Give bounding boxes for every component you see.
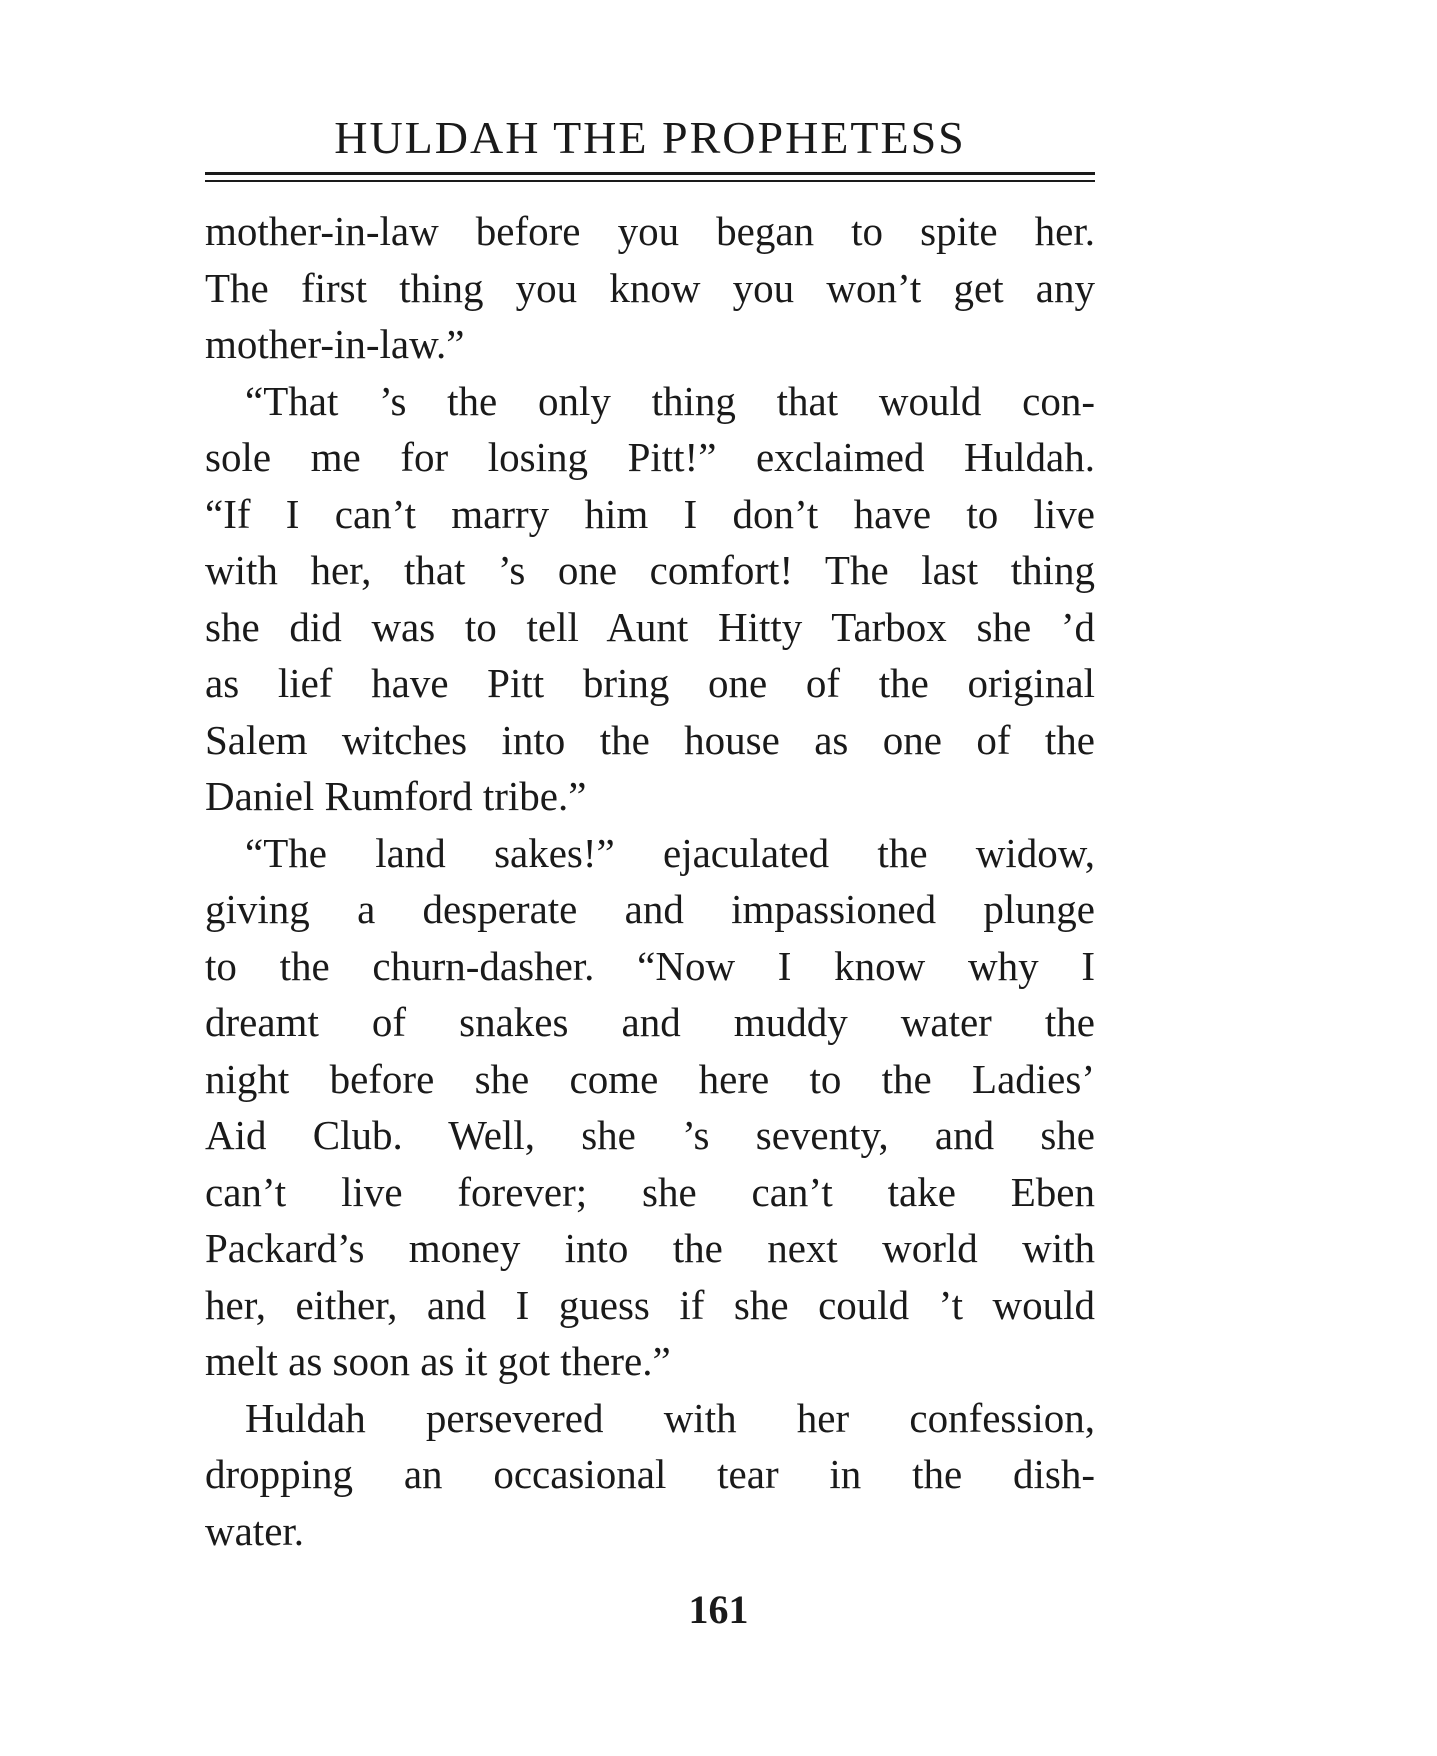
text-line: melt as soon as it got there.” [205, 1338, 671, 1384]
page-number: 161 [688, 1587, 749, 1632]
text-line: “That ’s the only thing that would con- [245, 377, 1095, 424]
text-line: giving a desperate and impassioned plunge [205, 886, 1095, 932]
text-line: she did was to tell Aunt Hitty Tarbox she ’d [205, 603, 1095, 650]
text-line: dropping an occasional tear in the dish- [205, 1451, 1095, 1497]
text-line: mother-in-law before you began to spite her. [205, 208, 1095, 254]
text-line: “If I can’t marry him I don’t have to live [205, 490, 1095, 537]
text-line: water. [205, 1507, 305, 1554]
text-line: The first thing you know you won’t get any [205, 264, 1095, 311]
text-line: mother-in-law.” [205, 321, 465, 367]
header-rule-thick [205, 172, 1095, 175]
text-line: her, either, and I guess if she could ’t would [205, 1281, 1095, 1328]
text-line: to the churn-dasher. “Now I know why I [205, 942, 1095, 989]
text-line: dreamt of snakes and muddy water the [205, 999, 1095, 1045]
text-line: sole me for losing Pitt!” exclaimed Huldah. [205, 434, 1095, 480]
text-line: with her, that ’s one comfort! The last thing [205, 547, 1095, 593]
text-line: can’t live forever; she can’t take Eben [205, 1168, 1095, 1215]
header-rule-thin [205, 180, 1095, 182]
text-line: Daniel Rumford tribe.” [205, 773, 587, 819]
running-head: HULDAH THE PROPHETESS [334, 112, 966, 163]
body-text [205, 203, 1095, 1559]
text-line: Salem witches into the house as one of the [205, 716, 1095, 763]
text-line: as lief have Pitt bring one of the original [205, 660, 1095, 706]
text-line: night before she come here to the Ladies’ [205, 1055, 1095, 1102]
text-line: “The land sakes!” ejaculated the widow, [245, 829, 1095, 876]
text-line: Packard’s money into the next world with [205, 1225, 1095, 1271]
text-line: Aid Club. Well, she ’s seventy, and she [205, 1112, 1095, 1158]
text-line: Huldah persevered with her confession, [245, 1394, 1095, 1441]
